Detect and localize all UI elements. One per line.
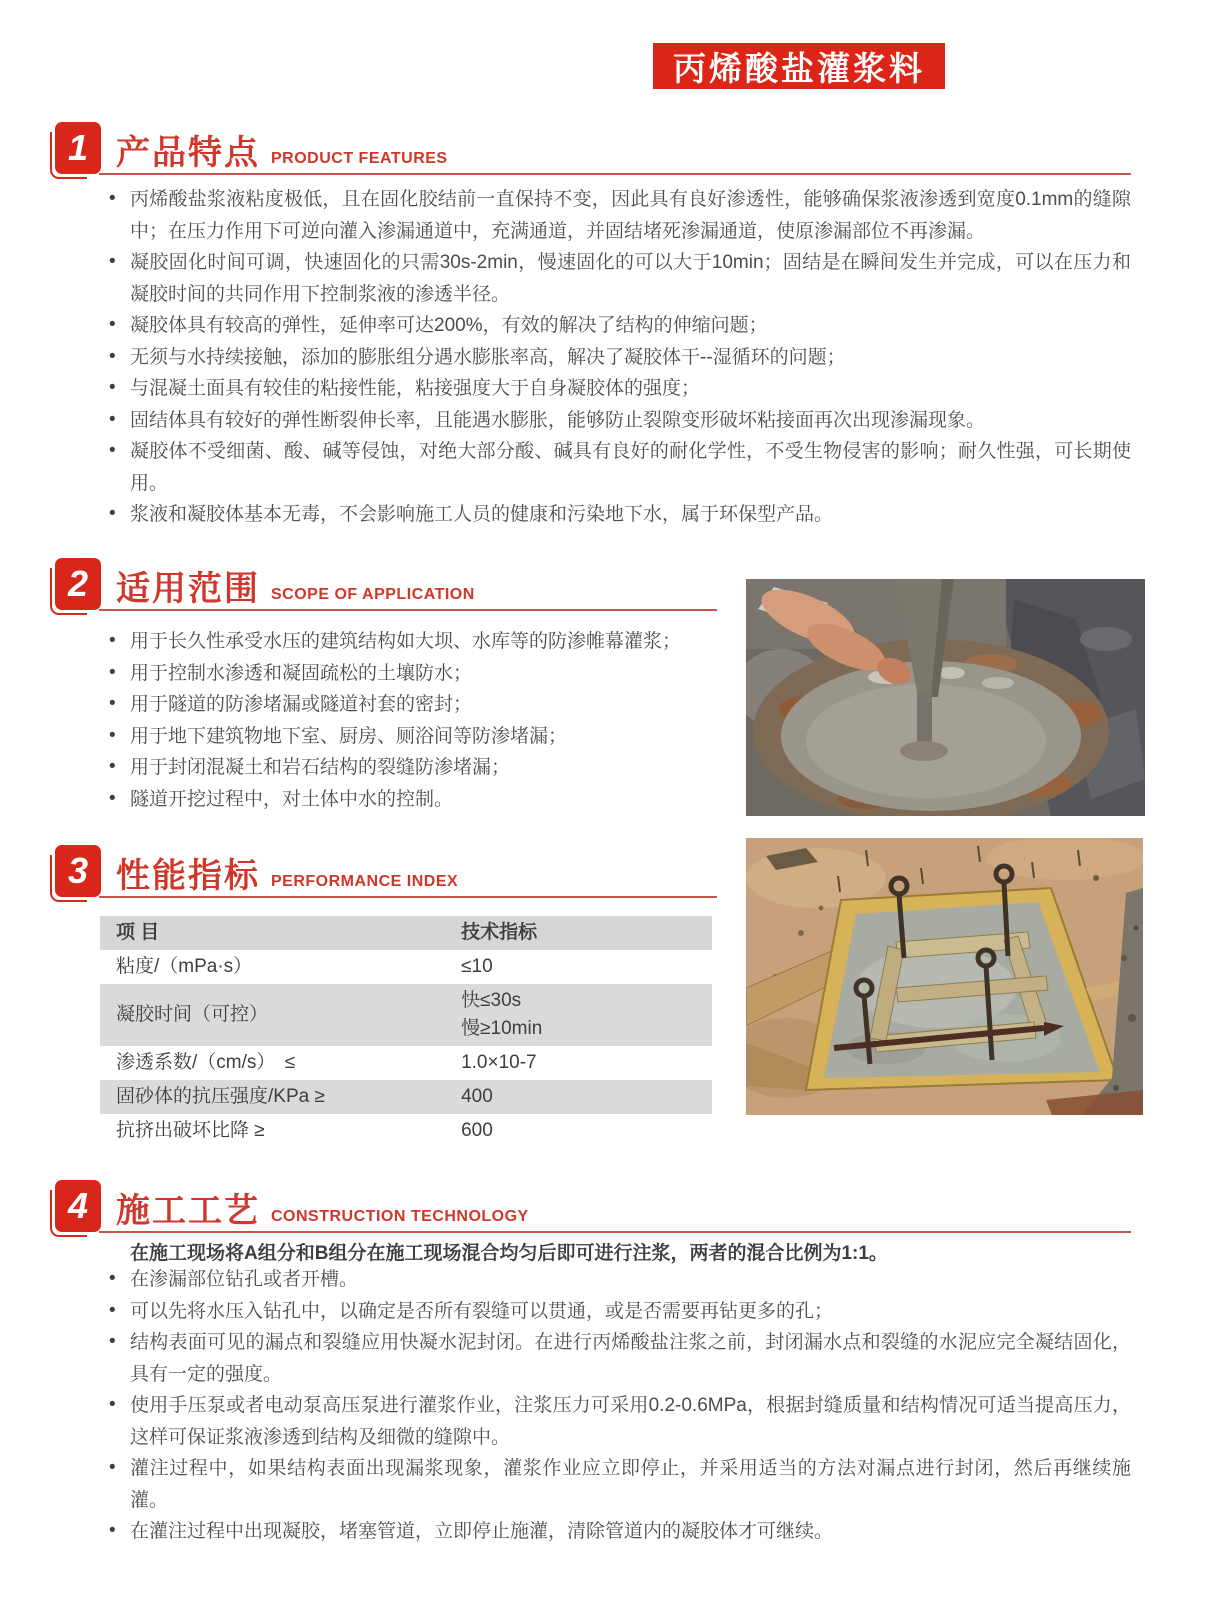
list-item-text: 结构表面可见的漏点和裂缝应用快凝水泥封闭。在进行丙烯酸盐注浆之前，封闭漏水点和裂缝的水泥应完全凝结固化，具有一定的强度。 bbox=[130, 1332, 1131, 1385]
perf-row-value: 600 bbox=[461, 1120, 493, 1141]
perf-row-item: 抗挤出破坏比降 ≥ bbox=[116, 1120, 265, 1141]
list-item-text: 可以先将水压入钻孔中，以确定是否所有裂缝可以贯通，或是否需要再钻更多的孔； bbox=[130, 1300, 834, 1322]
table-header-row bbox=[100, 916, 712, 950]
list-item-text: 用于长久性承受水压的建筑结构如大坝、水库等的防渗帷幕灌浆； bbox=[130, 631, 682, 652]
list-item-text: 用于封闭混凝土和岩石结构的裂缝防渗堵漏； bbox=[130, 757, 511, 778]
section-1-number-badge: 1 bbox=[55, 122, 101, 174]
list-item bbox=[103, 247, 1131, 310]
table-row bbox=[100, 1114, 712, 1148]
list-item bbox=[103, 342, 1131, 374]
table-header-value: 技术指标 bbox=[461, 922, 538, 943]
list-item-text: 浆液和凝胶体基本无毒，不会影响施工人员的健康和污染地下水，属于环保型产品。 bbox=[130, 504, 834, 525]
section-rule bbox=[99, 1231, 1131, 1233]
list-item-text: 用于地下建筑物地下室、厨房、厕浴间等防渗堵漏； bbox=[130, 725, 568, 747]
construction-list bbox=[103, 1264, 1131, 1548]
section-1-header bbox=[55, 120, 448, 174]
list-item bbox=[103, 310, 1131, 342]
construction-intro: 在施工现场将A组分和B组分在施工现场混合均匀后即可进行注浆，两者的混合比例为1:1。 bbox=[130, 1243, 888, 1264]
section-3-title-zh: 性能指标 bbox=[116, 857, 260, 895]
table-header-item: 项 目 bbox=[116, 922, 160, 943]
section-1-title-zh: 产品特点 bbox=[116, 134, 260, 172]
list-item-text: 在灌注过程中出现凝胶，堵塞管道，立即停止施灌，清除管道内的凝胶体才可继续。 bbox=[130, 1521, 834, 1542]
list-item-text: 凝胶体具有较高的弹性，延伸率可达200%，有效的解决了结构的伸缩问题； bbox=[130, 315, 768, 336]
perf-row-value-line: 快≤30s bbox=[461, 990, 522, 1011]
section-rule bbox=[99, 609, 717, 611]
section-4-title-en: CONSTRUCTION TECHNOLOGY bbox=[271, 1208, 529, 1225]
list-item bbox=[103, 1264, 1131, 1296]
perf-row-value bbox=[461, 984, 712, 1046]
list-item bbox=[103, 721, 731, 753]
perf-row-item: 固砂体的抗压强度/KPa ≥ bbox=[116, 1086, 325, 1107]
list-item-text: 凝胶固化时间可调，快速固化的只需30s-2min，慢速固化的可以大于10min；固结是在瞬间发生并完成，可以在压力和凝胶时间的共同作用下控制浆液的渗透半径。 bbox=[130, 252, 1131, 305]
product-title: 丙烯酸盐灌浆料 bbox=[673, 49, 925, 87]
product-title-banner bbox=[653, 43, 945, 89]
section-rule bbox=[99, 173, 1131, 175]
list-item-text: 丙烯酸盐浆液粘度极低，且在固化胶结前一直保持不变，因此具有良好渗透性，能够确保浆液渗透到宽度0.1mm的缝隙中；在压力作用下可逆向灌入渗漏通道中，充满通道，并固结堵死渗漏通道，使原渗漏部位不再渗漏。 bbox=[130, 189, 1131, 242]
list-item bbox=[103, 784, 731, 816]
list-item bbox=[103, 752, 731, 784]
formwork-concrete-photo bbox=[746, 838, 1143, 1115]
list-item-text: 灌注过程中，如果结构表面出现漏浆现象，灌浆作业应立即停止，并采用适当的方法对漏点进行封闭，然后再继续施灌。 bbox=[130, 1458, 1131, 1511]
list-item-text: 在渗漏部位钻孔或者开槽。 bbox=[130, 1269, 359, 1290]
list-item bbox=[103, 626, 731, 658]
list-item bbox=[103, 1516, 1131, 1548]
table-row bbox=[100, 950, 712, 984]
list-item bbox=[103, 1296, 1131, 1328]
list-item-text: 用于隧道的防渗堵漏或隧道衬套的密封； bbox=[130, 694, 473, 715]
list-item-text: 使用手压泵或者电动泵高压泵进行灌浆作业，注浆压力可采用0.2-0.6MPa，根据封缝质量和结构情况可适当提高压力，这样可保证浆液渗透到结构及细微的缝隙中。 bbox=[130, 1395, 1131, 1448]
list-item bbox=[103, 184, 1131, 247]
list-item-text: 与混凝土面具有较佳的粘接性能，粘接强度大于自身凝胶体的强度； bbox=[130, 378, 701, 399]
list-item bbox=[103, 689, 731, 721]
section-4-number-badge: 4 bbox=[55, 1180, 101, 1232]
table-row bbox=[100, 1046, 712, 1080]
perf-row-value: 1.0×10-7 bbox=[461, 1052, 537, 1073]
list-item-text: 固结体具有较好的弹性断裂伸长率，且能遇水膨胀，能够防止裂隙变形破坏粘接面再次出现渗漏现象。 bbox=[130, 409, 986, 431]
perf-row-item: 凝胶时间（可控） bbox=[116, 1004, 269, 1025]
list-item-text: 凝胶体不受细菌、酸、碱等侵蚀，对绝大部分酸、碱具有良好的耐化学性，不受生物侵害的影响；耐久性强，可长期使用。 bbox=[130, 441, 1131, 494]
list-item bbox=[103, 1390, 1131, 1453]
list-item bbox=[103, 373, 1131, 405]
perf-row-value-line: 慢≥10min bbox=[461, 1018, 543, 1039]
list-item bbox=[103, 658, 731, 690]
list-item-text: 无须与水持续接触，添加的膨胀组分遇水膨胀率高，解决了凝胶体干--湿循环的问题； bbox=[130, 346, 846, 368]
list-item-text: 隧道开挖过程中，对土体中水的控制。 bbox=[130, 788, 454, 810]
perf-row-value: 400 bbox=[461, 1086, 493, 1107]
perf-row-item: 粘度/（mPa·s） bbox=[116, 956, 253, 977]
section-3-number-badge: 3 bbox=[55, 845, 101, 897]
section-2-title-zh: 适用范围 bbox=[116, 570, 260, 608]
table-row bbox=[100, 1080, 712, 1114]
slurry-pour-photo bbox=[746, 579, 1145, 816]
section-3-header bbox=[55, 843, 458, 897]
list-item-text: 用于控制水渗透和凝固疏松的土壤防水； bbox=[130, 662, 473, 684]
formwork-illustration bbox=[746, 838, 1143, 1115]
list-item bbox=[103, 405, 1131, 437]
list-item bbox=[103, 1327, 1131, 1390]
section-2-header bbox=[55, 556, 475, 610]
features-list bbox=[103, 184, 1131, 531]
perf-row-value: ≤10 bbox=[461, 956, 493, 977]
list-item bbox=[103, 499, 1131, 531]
section-rule bbox=[99, 896, 717, 898]
slurry-pour-illustration bbox=[746, 579, 1145, 816]
section-4-header bbox=[55, 1178, 529, 1232]
section-2-title-en: SCOPE OF APPLICATION bbox=[271, 586, 475, 603]
section-2-number-badge: 2 bbox=[55, 558, 101, 610]
scope-list bbox=[103, 626, 731, 815]
section-4-title-zh: 施工工艺 bbox=[116, 1192, 260, 1230]
list-item bbox=[103, 436, 1131, 499]
table-row bbox=[100, 984, 712, 1046]
section-1-title-en: PRODUCT FEATURES bbox=[271, 150, 448, 167]
performance-table bbox=[100, 916, 712, 1148]
list-item bbox=[103, 1453, 1131, 1516]
perf-row-item: 渗透系数/（cm/s） ≤ bbox=[116, 1052, 296, 1073]
section-3-title-en: PERFORMANCE INDEX bbox=[271, 873, 459, 890]
